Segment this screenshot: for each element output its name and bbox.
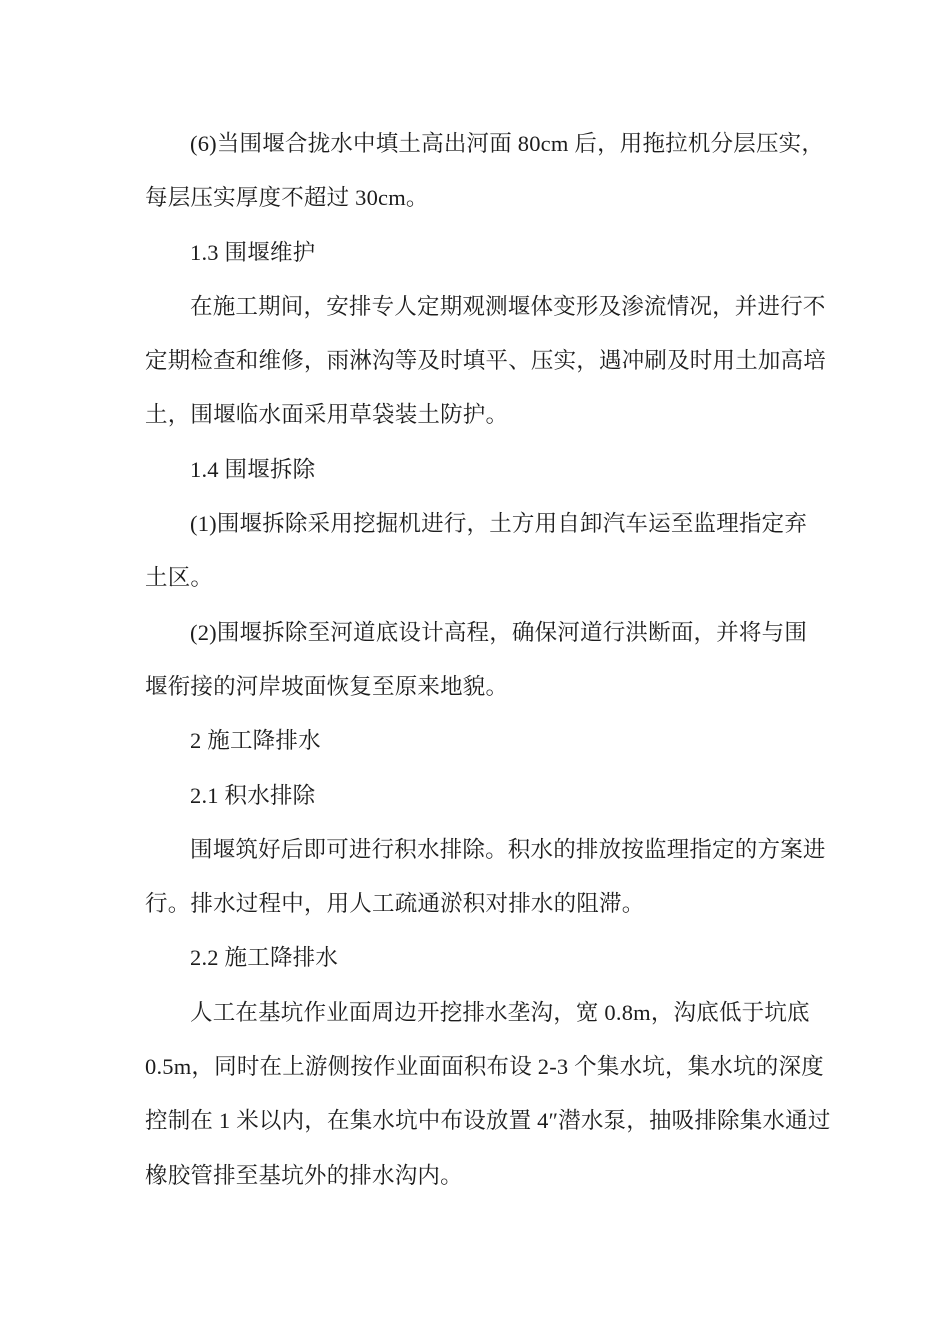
text-line: (1)围堰拆除采用挖掘机进行，土方用自卸汽车运至监理指定弃 xyxy=(190,511,808,537)
text-line: 2.2 施工降排水 xyxy=(190,945,339,971)
text-line: 人工在基坑作业面周边开挖排水垄沟，宽 0.8m，沟底低于坑底 xyxy=(190,999,810,1025)
text-line: (2)围堰拆除至河道底设计高程，确保河道行洪断面，并将与围 xyxy=(190,619,808,645)
text-line: 2.1 积水排除 xyxy=(190,782,316,808)
text-line: 0.5m，同时在上游侧按作业面面积布设 2-3 个集水坑，集水坑的深度 xyxy=(145,1054,824,1080)
text-line: 土，围堰临水面采用草袋装土防护。 xyxy=(145,402,509,428)
text-line: 橡胶管排至基坑外的排水沟内。 xyxy=(145,1162,463,1188)
text-line: 围堰筑好后即可进行积水排除。积水的排放按监理指定的方案进 xyxy=(190,836,826,862)
text-line: 1.3 围堰维护 xyxy=(190,239,316,265)
text-line: 行。排水过程中，用人工疏通淤积对排水的阻滞。 xyxy=(145,891,645,917)
text-line: 每层压实厚度不超过 30cm。 xyxy=(145,185,429,211)
text-line: 土区。 xyxy=(145,565,214,591)
text-line: 1.4 围堰拆除 xyxy=(190,456,316,482)
text-line: 堰衔接的河岸坡面恢复至原来地貌。 xyxy=(145,673,509,699)
text-line: (6)当围堰合拢水中填土高出河面 80cm 后，用拖拉机分层压实， xyxy=(190,131,825,156)
text-line: 定期检查和维修，雨淋沟等及时填平、压实，遇冲刷及时用土加高培 xyxy=(145,348,827,374)
text-line: 在施工期间，安排专人定期观测堰体变形及渗流情况，并进行不 xyxy=(190,293,826,319)
text-line: 控制在 1 米以内，在集水坑中布设放置 4″潜水泵，抽吸排除集水通过 xyxy=(145,1108,831,1134)
text-line: 2 施工降排水 xyxy=(190,728,321,754)
document-body xyxy=(145,117,831,1203)
